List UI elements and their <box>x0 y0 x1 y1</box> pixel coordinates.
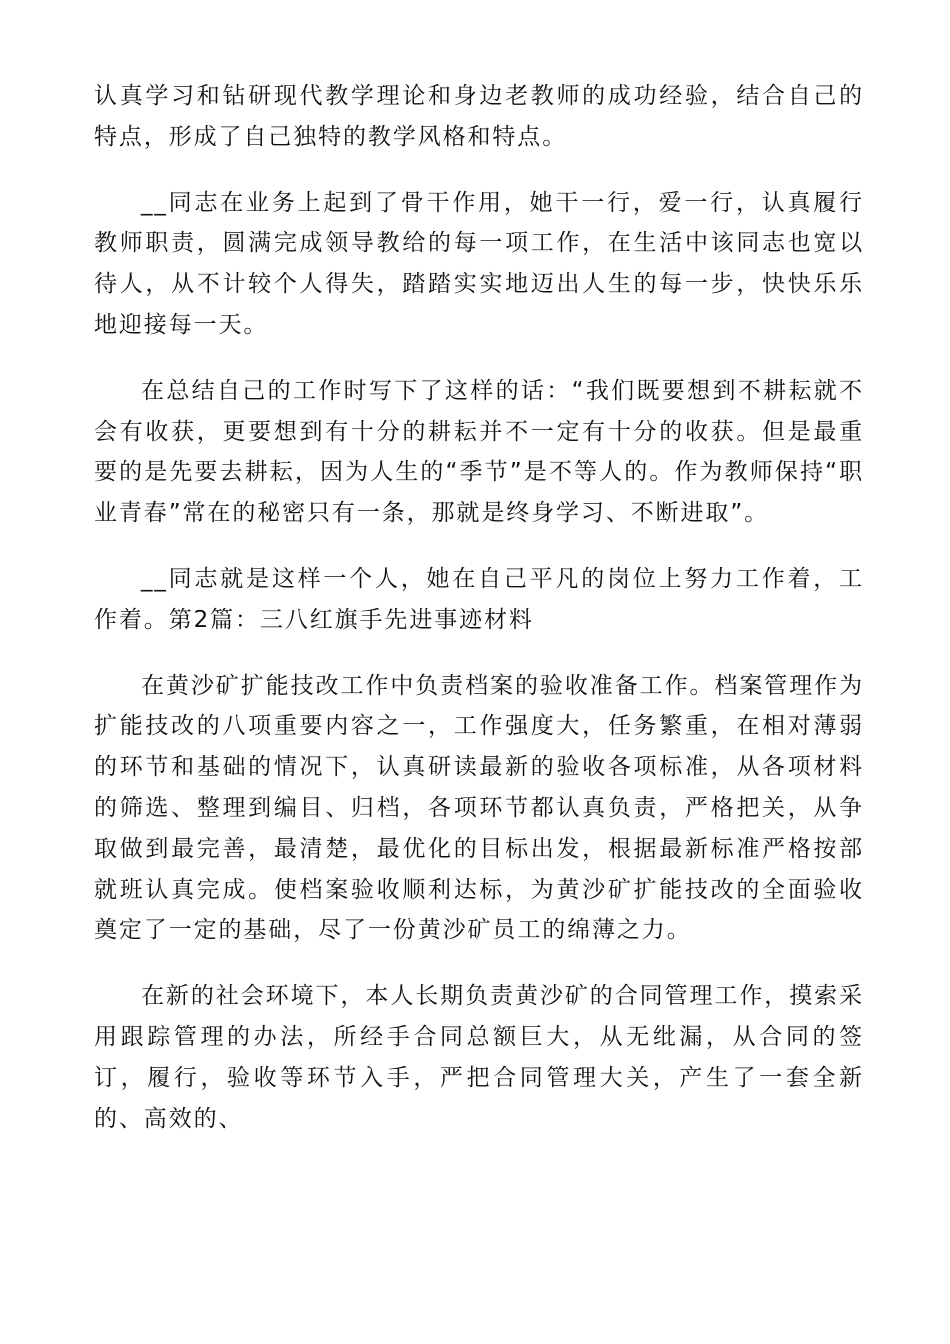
document-page <box>94 76 864 1139</box>
paragraph-3: 在总结自己的工作时写下了这样的话：“我们既要想到不耕耘就不会有收获，更要想到有十分的耕耘并不一定有十分的收获。但是最重要的是先要去耕耘，因为人生的“季节”是不等人的。作为教师保持“职业青春”常在的秘密只有一条，那就是终身学习、不断进取”。 <box>94 377 864 527</box>
paragraph-6: 在新的社会环境下，本人长期负责黄沙矿的合同管理工作，摸索采用跟踪管理的办法，所经手合同总额巨大，从无纰漏，从合同的签订，履行，验收等环节入手，严把合同管理大关，产生了一套全新的、高效的、 <box>94 983 864 1132</box>
paragraph-2: __同志在业务上起到了骨干作用，她干一行，爱一行，认真履行教师职责，圆满完成领导教给的每一项工作，在生活中该同志也宽以待人，从不计较个人得失，踏踏实实地迈出人生的每一步，快快乐乐地迎接每一天。 <box>94 189 864 338</box>
paragraph-5: 在黄沙矿扩能技改工作中负责档案的验收准备工作。档案管理作为扩能技改的八项重要内容之一，工作强度大，任务繁重，在相对薄弱的环节和基础的情况下，认真研读最新的验收各项标准，从各项材料的筛选、整理到编目、归档，各项环节都认真负责，严格把关，从争取做到最完善，最清楚，最优化的目标出发，根据最新标准严格按部就班认真完成。使档案验收顺利达标，为黄沙矿扩能技改的全面验收奠定了一定的基础，尽了一份黄沙矿员工的绵薄之力。 <box>94 672 864 944</box>
paragraph-4: __同志就是这样一个人，她在自己平凡的岗位上努力工作着，工作着。第2篇：三八红旗手先进事迹材料 <box>94 565 864 633</box>
paragraph-1: 认真学习和钻研现代教学理论和身边老教师的成功经验，结合自己的特点，形成了自己独特的教学风格和特点。 <box>94 83 864 150</box>
